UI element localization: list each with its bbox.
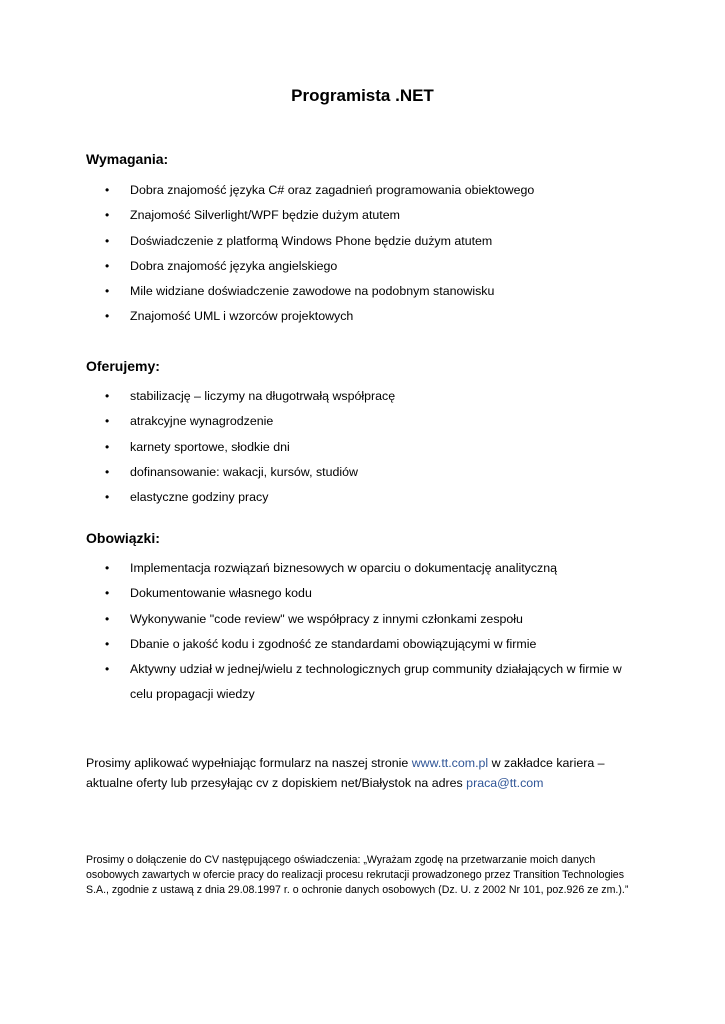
list-item-text: stabilizację – liczymy na długotrwałą współpracę [130, 389, 396, 403]
list-item [86, 607, 646, 632]
consent-note: Prosimy o dołączenie do CV następującego oświadczenia: „Wyrażam zgodę na przetwarzanie moich danych osobowych zawartych w ofercie pracy do realizacji procesu rekrutacji prowadzonego przez Transition Technologies S.A., zgodnie z ustawą z dnia 29.08.1997 r. o ochronie danych osobowych (Dz. U. z 2002 Nr 101, poz.926 ze zm.).” [86, 854, 629, 896]
requirements-heading: Wymagania: [86, 151, 169, 167]
list-item-text: Znajomość UML i wzorców projektowych [130, 309, 354, 324]
bullet-icon: • [105, 636, 110, 651]
list-item-text: Doświadczenie z platformą Windows Phone będzie dużym atutem [130, 233, 493, 248]
apply-text-middle: w zakładce kariera – aktualne oferty lub przesyłając cv z dopiskiem net/Białystok na adres [86, 756, 605, 790]
bullet-icon: • [105, 284, 110, 299]
list-item-text: Mile widziane doświadczenie zawodowe na podobnym stanowisku [130, 284, 495, 299]
list-item [86, 435, 646, 460]
bullet-icon: • [105, 662, 110, 677]
list-item-text: atrakcyjne wynagrodzenie [130, 414, 274, 429]
offer-list [86, 384, 646, 510]
bullet-icon: • [105, 586, 110, 601]
list-item-text: Implementacja rozwiązań biznesowych w oparciu o dokumentację analityczną [130, 561, 558, 575]
list-item [86, 254, 646, 279]
bullet-icon: • [105, 561, 110, 575]
list-item-text: Dobra znajomość języka C# oraz zagadnień programowania obiektowego [130, 183, 535, 197]
list-item-text: karnety sportowe, słodkie dni [130, 439, 290, 454]
list-item [86, 409, 646, 434]
list-item [86, 657, 646, 708]
bullet-icon: • [105, 183, 110, 197]
bullet-icon: • [105, 389, 110, 403]
website-link[interactable]: www.tt.com.pl [411, 756, 489, 770]
list-item [86, 229, 646, 254]
list-item-text: Znajomość Silverlight/WPF będzie dużym atutem [130, 208, 400, 223]
bullet-icon: • [105, 414, 110, 429]
list-item [86, 556, 646, 581]
list-item-text: Dobra znajomość języka angielskiego [130, 258, 338, 273]
bullet-icon: • [105, 490, 110, 505]
list-item [86, 304, 646, 329]
list-item [86, 203, 646, 228]
list-item-text: Dokumentowanie własnego kodu [130, 586, 312, 601]
list-item-text: Aktywny udział w jednej/wielu z technologicznych grup community działających w firmie w celu propagacji wiedzy [130, 662, 622, 702]
duties-list [86, 556, 646, 708]
page-title: Programista .NET [291, 86, 434, 105]
bullet-icon: • [105, 208, 110, 223]
bullet-icon: • [105, 464, 110, 479]
bullet-icon: • [105, 611, 110, 626]
requirements-list [86, 178, 646, 330]
apply-text-start: Prosimy aplikować wypełniając formularz na naszej stronie [86, 756, 412, 770]
duties-heading: Obowiązki: [86, 530, 160, 546]
list-item [86, 581, 646, 606]
list-item-text: elastyczne godziny pracy [130, 490, 269, 505]
bullet-icon: • [105, 233, 110, 248]
email-link[interactable]: praca@tt.com [466, 776, 544, 790]
list-item [86, 384, 646, 409]
list-item-text: Wykonywanie "code review" we współpracy z innymi członkami zespołu [130, 611, 523, 626]
list-item [86, 279, 646, 304]
list-item-text: dofinansowanie: wakacji, kursów, studiów [130, 464, 358, 479]
bullet-icon: • [105, 309, 110, 324]
list-item [86, 485, 646, 510]
bullet-icon: • [105, 439, 110, 454]
list-item-text: Dbanie o jakość kodu i zgodność ze standardami obowiązującymi w firmie [130, 636, 537, 651]
bullet-icon: • [105, 258, 110, 273]
offer-heading: Oferujemy: [86, 358, 160, 374]
apply-paragraph [86, 753, 646, 793]
list-item [86, 632, 646, 657]
list-item [86, 178, 646, 203]
list-item [86, 460, 646, 485]
